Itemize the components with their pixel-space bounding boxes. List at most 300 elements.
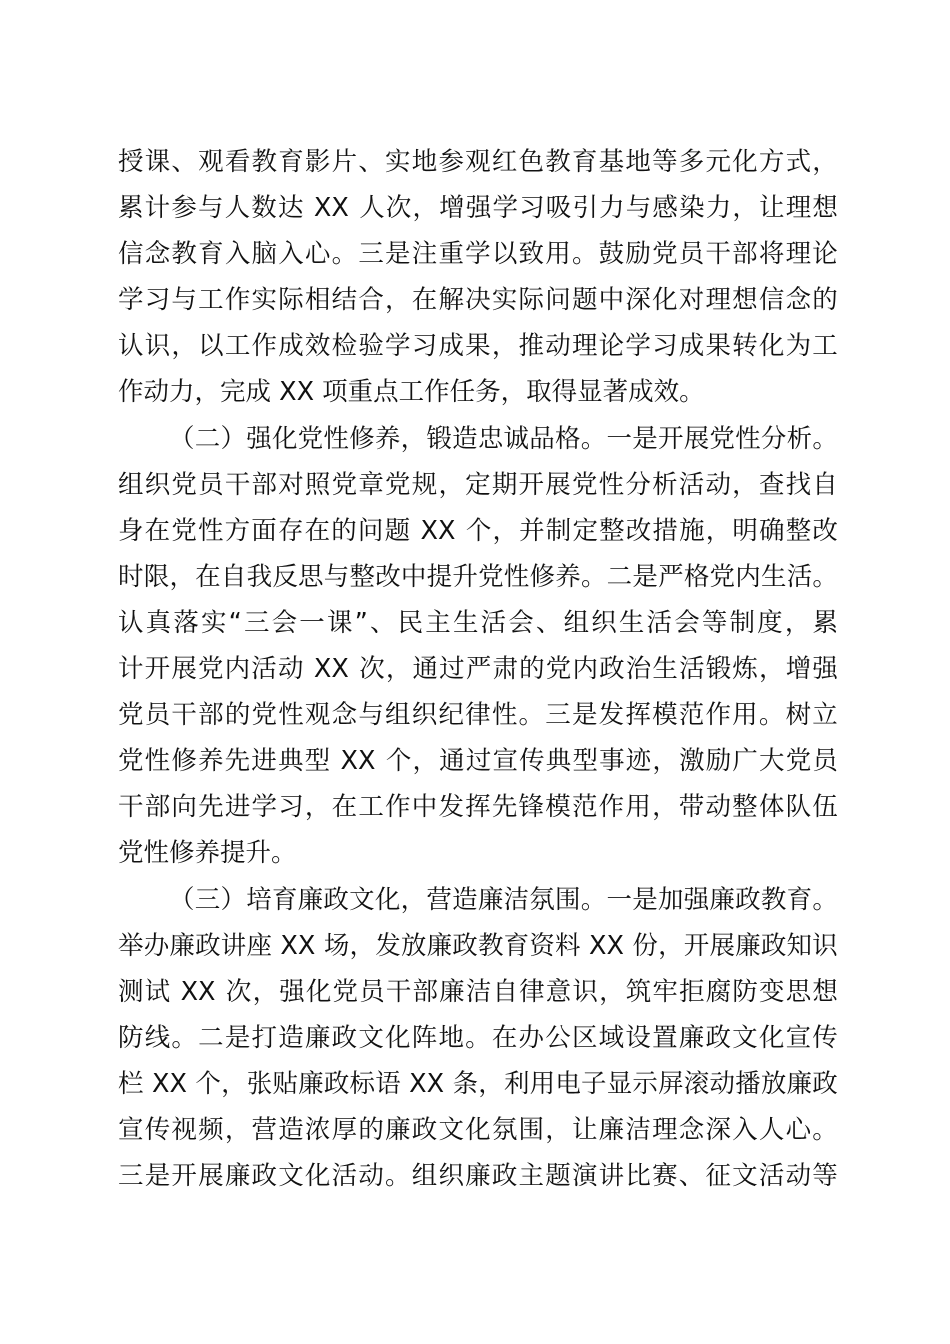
text-glyph: 中 [598,285,625,316]
text-glyph: 活 [480,607,507,638]
text-glyph: 活 [786,561,813,592]
text-glyph: 红 [491,147,518,177]
text-glyph: 与 [323,561,350,592]
text-glyph: 化 [385,1022,411,1053]
text-glyph: 传 [812,1022,838,1053]
text-glyph: 动 [705,792,731,823]
text-glyph: 条 [452,1068,479,1099]
text-glyph: 意 [545,976,572,1007]
text-line [118,231,838,277]
text-glyph: 通 [439,746,465,777]
text-glyph: 织 [144,469,171,500]
text-glyph: 贴 [272,1068,298,1099]
text-glyph [457,508,465,554]
text-glyph: 内 [572,654,598,685]
text-glyph: 三 [194,884,221,915]
text-glyph: 先 [491,792,518,823]
text-glyph: 民 [397,607,424,638]
text-glyph: 分 [760,423,787,454]
text-glyph: 造 [278,1114,304,1145]
text-glyph: 放 [760,1068,787,1099]
text-glyph: 干 [224,469,251,500]
text-glyph: 课 [144,147,171,177]
text-glyph: 三 [243,607,270,638]
text-glyph: 式 [785,147,812,177]
text-glyph: 定 [465,469,491,500]
text-glyph: 成 [438,331,464,362]
text-glyph [401,1061,409,1107]
text-glyph: 强 [465,193,492,224]
text-glyph: 滚 [683,1068,710,1099]
text-line [118,323,838,369]
text-glyph: 主 [425,607,451,638]
text-glyph: 树 [785,700,812,731]
text-glyph: 并 [519,515,545,546]
text-glyph: 生 [760,561,787,592]
text-glyph: 活 [758,1161,785,1192]
text-glyph: 用 [732,700,758,731]
text-glyph: 的 [224,700,251,731]
text-glyph: 修 [349,423,375,454]
text-glyph: 范 [571,792,598,823]
text-glyph: 围 [518,1114,545,1145]
text-glyph: 一 [606,884,632,915]
text-glyph: 体 [758,792,785,823]
text-glyph: 员 [144,700,171,731]
text-glyph [331,738,339,784]
text-glyph: 生 [618,607,645,638]
text-glyph: 防 [118,1022,144,1053]
text-glyph: 化 [304,1161,331,1192]
text-glyph: 对 [278,469,304,500]
text-glyph: 确 [759,515,785,546]
text-glyph: 在 [304,515,331,546]
text-glyph: ， [812,147,838,177]
text-glyph: 信 [758,285,785,316]
text-glyph: 在 [195,561,221,592]
text-glyph: 讲 [220,930,247,961]
text-glyph: 设 [625,1022,651,1053]
text-glyph: 造 [278,1022,304,1053]
text-glyph: ， [732,469,758,500]
text-glyph: ， [400,884,427,915]
text-glyph: 对 [678,285,705,316]
text-glyph: ， [252,976,279,1007]
text-glyph: 变 [759,976,785,1007]
text-glyph: 转 [732,331,758,362]
text-glyph: 育 [198,239,224,270]
text-glyph: 决 [465,285,491,316]
text-glyph: 性 [735,423,761,454]
text-glyph: 心 [304,239,331,270]
text-glyph: 化 [465,1114,491,1145]
text-glyph: 型 [304,746,331,777]
text-glyph: 制 [545,515,572,546]
text-glyph: 组 [563,607,590,638]
text-glyph: 地 [411,147,438,177]
text-glyph: 中 [400,561,427,592]
document-body [118,139,838,1199]
text-glyph: 牢 [652,976,678,1007]
text-glyph: 员 [678,239,705,270]
text-glyph: 鼓 [598,239,625,270]
text-glyph: 习 [652,331,678,362]
text-glyph: 。 [171,1022,197,1053]
text-glyph: 学 [118,285,144,316]
text-glyph: 传 [519,746,545,777]
text-glyph [305,185,313,231]
text-glyph: 个 [465,515,492,546]
text-glyph: 典 [545,746,572,777]
text-glyph: 挥 [465,792,491,823]
text-glyph: 干 [705,239,731,270]
text-glyph: 先 [224,746,251,777]
text-glyph: 果 [465,331,491,362]
text-glyph: 学 [251,792,278,823]
text-glyph: 是 [632,884,658,915]
text-glyph: ， [304,792,331,823]
text-glyph: 用 [545,239,571,270]
text-glyph: 律 [465,700,491,731]
text-glyph: XX [588,930,624,961]
text-glyph: 力 [599,193,625,224]
text-glyph: ， [169,561,195,592]
text-glyph: 养 [197,746,224,777]
text-glyph: 政 [251,1161,278,1192]
text-line: 作动力，完成 XX 项重点工作任务，取得显著成效。 [118,377,705,408]
text-glyph: 栏 [118,1068,144,1099]
text-glyph: 问 [545,285,571,316]
text-glyph: 展 [683,423,710,454]
text-glyph: 文 [438,1114,464,1145]
text-line [118,600,838,646]
text-glyph: 党 [478,561,504,592]
text-glyph: 元 [705,147,731,177]
text-glyph: 党 [545,654,572,685]
text-glyph: 动 [785,1161,812,1192]
text-glyph: 。 [812,561,838,592]
text-glyph: ， [652,746,678,777]
text-glyph: 工 [198,285,224,316]
text-glyph: 政 [812,1068,838,1099]
text-glyph: 自 [812,469,838,500]
text-glyph: 活 [646,607,673,638]
text-glyph: XX [340,746,376,777]
text-glyph: 厚 [331,1114,358,1145]
text-glyph: 政 [452,930,478,961]
text-glyph: 三 [358,239,384,270]
text-glyph: 深 [625,285,651,316]
text-glyph: 题 [545,1161,571,1192]
text-glyph: 强 [279,976,305,1007]
text-glyph [581,923,589,969]
text-glyph: 性 [144,746,171,777]
text-glyph: 实 [491,285,518,316]
text-glyph: 自 [220,561,247,592]
text-line [118,923,838,969]
text-glyph: 动 [277,654,304,685]
text-line [118,416,838,462]
text-glyph: ， [652,792,678,823]
text-glyph: 放 [400,930,427,961]
text-glyph: 计 [144,193,171,224]
text-glyph: 合 [358,285,384,316]
text-glyph: 部 [198,700,224,731]
text-glyph: 标 [349,1068,376,1099]
text-glyph: XX [180,976,216,1007]
text-glyph: 看 [224,147,251,177]
text-glyph: 忠 [477,423,504,454]
text-glyph: 严 [465,654,492,685]
text-glyph: 整 [785,515,812,546]
text-glyph: 检 [331,331,358,362]
text-glyph: 。 [580,423,607,454]
text-glyph: 党 [332,976,359,1007]
text-glyph: 片 [331,147,358,177]
text-glyph: 开 [171,1161,197,1192]
text-glyph: 性 [323,423,349,454]
text-glyph: 队 [785,792,812,823]
text-glyph: 党 [385,469,411,500]
text-glyph: 、 [171,147,197,177]
text-glyph: 个 [195,1068,221,1099]
text-glyph: 传 [144,1114,171,1145]
text-glyph: 活 [251,654,277,685]
text-glyph: 。 [571,239,598,270]
text-glyph: ， [492,515,518,546]
text-glyph: 性 [197,515,224,546]
text-glyph: 想 [812,976,838,1007]
text-glyph: 为 [785,331,812,362]
text-glyph: 党 [171,515,197,546]
text-glyph: ） [220,423,246,454]
text-glyph: 通 [412,654,439,685]
text-glyph: 一 [299,607,325,638]
text-glyph: 政 [760,930,787,961]
text-glyph: 改 [375,561,401,592]
text-glyph: 化 [305,976,332,1007]
text-glyph: 化 [374,884,401,915]
text-glyph: 励 [705,746,732,777]
text-glyph: 动 [705,469,731,500]
text-glyph: 论 [812,239,838,270]
text-line [118,1015,838,1061]
text-glyph: 品 [529,423,555,454]
text-glyph: 育 [278,147,304,177]
text-glyph: 实 [200,607,227,638]
text-glyph: 锻 [705,654,732,685]
text-glyph: 认 [118,607,144,638]
text-glyph: 廉 [426,930,453,961]
text-line [118,185,838,231]
text-glyph: 是 [385,239,411,270]
text-glyph: 心 [785,1114,812,1145]
text-glyph: ， [732,193,758,224]
text-glyph: 、 [358,147,384,177]
text-glyph: 会 [674,607,700,638]
text-glyph: 党 [251,700,278,731]
text-glyph: 。 [758,700,785,731]
text-glyph: 模 [652,700,678,731]
text-glyph: 开 [144,654,171,685]
text-glyph: 观 [304,700,331,731]
text-glyph: 先 [198,792,224,823]
text-glyph: 治 [625,654,652,685]
text-glyph: 影 [304,147,331,177]
text-glyph: 修 [171,746,197,777]
text-glyph: 教 [477,930,504,961]
text-glyph: 工 [224,331,251,362]
text-glyph: 想 [812,193,838,224]
text-glyph: 授 [118,147,144,177]
text-glyph: 公 [545,1022,571,1053]
text-glyph: 营 [251,1114,278,1145]
text-glyph: 增 [785,654,812,685]
text-glyph: 开 [518,469,545,500]
text-glyph: 等 [701,607,728,638]
text-glyph: 。 [812,1114,838,1145]
text-line [118,692,838,738]
text-glyph: 查 [758,469,785,500]
text-glyph: XX [313,193,349,224]
text-glyph: 教 [171,239,197,270]
text-glyph: 育 [271,884,298,915]
text-glyph: 培 [246,884,272,915]
text-glyph: 增 [439,193,465,224]
text-glyph: 宣 [118,1114,144,1145]
text-glyph: 解 [438,285,464,316]
text-glyph: 注 [411,239,438,270]
text-glyph: 析 [786,423,813,454]
text-line [118,1061,838,1107]
text-glyph: 挥 [625,700,651,731]
text-glyph: 律 [519,976,545,1007]
text-glyph: 思 [785,976,812,1007]
text-glyph: 肃 [492,654,518,685]
text-glyph: 示 [632,1068,658,1099]
text-line [118,1153,838,1199]
text-glyph: 等 [652,147,678,177]
text-glyph: 以 [491,239,518,270]
text-glyph: 励 [625,239,651,270]
text-glyph: XX [151,1068,187,1099]
text-glyph: 化 [271,423,298,454]
text-glyph: 学 [625,331,651,362]
text-glyph: 念 [331,700,358,731]
text-glyph: 政 [705,1022,731,1053]
text-glyph: 达 [277,193,304,224]
text-glyph: XX [409,1068,445,1099]
text-glyph: 作 [224,285,251,316]
text-glyph: 观 [198,147,224,177]
text-glyph: 党 [709,561,736,592]
text-glyph: 强 [683,884,710,915]
text-glyph: 、 [678,1161,705,1192]
text-glyph: 廉 [224,1161,251,1192]
text-glyph: 激 [679,746,705,777]
text-glyph: 党 [331,469,358,500]
text-glyph: 育 [786,884,813,915]
text-glyph: 果 [705,331,731,362]
text-glyph: 发 [375,930,401,961]
text-glyph: 进 [251,746,277,777]
text-glyph: 二 [198,1022,224,1053]
text-glyph: 造 [452,884,478,915]
text-line [118,508,838,554]
text-glyph: 纪 [438,700,464,731]
text-glyph: 办 [518,1022,545,1053]
text-glyph: 置 [652,1022,678,1053]
text-glyph: 与 [625,193,652,224]
text-glyph: ， [545,1114,571,1145]
text-glyph: ， [599,976,625,1007]
text-glyph: 相 [304,285,331,316]
text-glyph: ， [221,1068,247,1099]
text-glyph: 章 [358,469,384,500]
text-glyph: 织 [591,607,617,638]
text-glyph: 面 [251,515,277,546]
text-glyph: 过 [439,654,465,685]
text-glyph: 理 [652,1114,678,1145]
text-glyph: 进 [224,792,251,823]
text-glyph: 理 [785,239,812,270]
text-glyph: 锻 [426,423,452,454]
text-line [118,277,838,323]
text-glyph: 分 [625,469,651,500]
text-glyph: 育 [571,147,598,177]
text-glyph: 干 [118,792,144,823]
text-glyph: 党 [118,746,144,777]
text-glyph: 政 [323,884,349,915]
text-glyph: ， [349,930,376,961]
text-glyph: 频 [198,1114,224,1145]
text-glyph: 大 [759,746,785,777]
text-glyph: 文 [732,1022,758,1053]
text-glyph: 事 [599,746,625,777]
text-glyph: 计 [118,654,144,685]
text-glyph: 时 [118,561,144,592]
text-glyph: 习 [144,285,171,316]
text-glyph: 电 [555,1068,581,1099]
text-glyph: 让 [571,1114,598,1145]
text-glyph [444,1061,452,1107]
text-glyph: 筑 [625,976,652,1007]
text-glyph: 的 [331,515,357,546]
text-glyph: 过 [465,746,492,777]
text-glyph: 。 [812,423,838,454]
text-glyph: 作 [705,700,731,731]
text-glyph: 活 [331,1161,358,1192]
text-glyph: 。 [518,700,545,731]
text-glyph: 工 [812,331,838,362]
text-glyph: ） [220,884,246,915]
text-glyph: 严 [658,561,684,592]
text-glyph: 作 [251,331,278,362]
text-glyph: 理 [785,193,812,224]
text-glyph: ， [224,1114,251,1145]
text-glyph: 让 [759,193,785,224]
text-line [118,784,838,830]
text-glyph: 论 [598,331,625,362]
text-glyph: 教 [760,884,787,915]
text-glyph: ， [412,193,439,224]
text-glyph: 效 [304,331,331,362]
text-glyph: 区 [571,1022,598,1053]
text-glyph: 我 [246,561,273,592]
text-glyph: 在 [411,285,438,316]
text-glyph: 自 [492,976,518,1007]
text-glyph: 。 [465,1022,491,1053]
